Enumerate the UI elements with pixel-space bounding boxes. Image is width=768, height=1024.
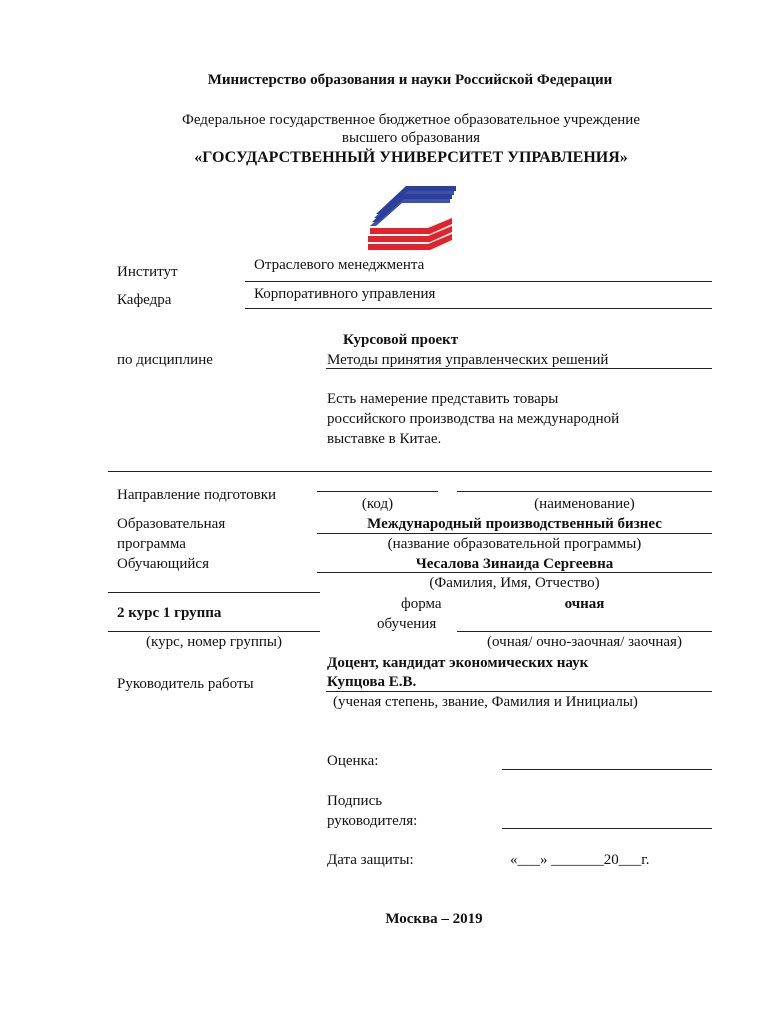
signature-line <box>502 828 712 829</box>
student-value: Чесалова Зинаида Сергеевна <box>415 556 614 572</box>
topic-line-3: выставке в Китае. <box>327 431 442 447</box>
department-label: Кафедра <box>117 292 172 308</box>
study-form-value: очная <box>564 596 605 612</box>
program-value: Международный производственный бизнес <box>367 516 662 532</box>
department-line <box>245 308 712 309</box>
supervisor-line <box>326 691 712 692</box>
topic-line-2: российского производства на международной <box>327 411 620 427</box>
study-form-line <box>457 631 712 632</box>
grade-line <box>502 769 712 770</box>
defense-date-label: Дата защиты: <box>327 852 414 868</box>
student-caption: (Фамилия, Имя, Отчество) <box>429 575 600 591</box>
course-top-line <box>108 592 320 593</box>
course-group: 2 курс 1 группа <box>117 605 222 621</box>
discipline-label: по дисциплине <box>117 352 213 368</box>
grade-label: Оценка: <box>327 753 379 769</box>
student-line <box>317 572 712 573</box>
university-logo-icon <box>366 184 458 252</box>
name-caption: (наименование) <box>534 496 635 512</box>
institute-line <box>245 281 712 282</box>
defense-date-value: «___» _______20___г. <box>510 852 650 868</box>
topic-line-1: Есть намерение представить товары <box>327 391 559 407</box>
supervisor-caption: (ученая степень, звание, Фамилия и Инициалы) <box>333 694 638 710</box>
course-line <box>108 631 320 632</box>
name-line <box>457 491 712 492</box>
study-form-label-2: обучения <box>377 616 437 632</box>
supervisor-label: Руководитель работы <box>117 676 254 692</box>
program-label-2: программа <box>117 536 186 552</box>
discipline-line <box>326 368 712 369</box>
study-form-caption: (очная/ очно-заочная/ заочная) <box>487 634 682 650</box>
code-caption: (код) <box>361 496 394 512</box>
institution-line-2: высшего образования <box>341 130 481 146</box>
university-name: «ГОСУДАРСТВЕННЫЙ УНИВЕРСИТЕТ УПРАВЛЕНИЯ» <box>194 149 628 166</box>
student-label: Обучающийся <box>117 556 209 572</box>
topic-line <box>108 471 712 472</box>
department-value: Корпоративного управления <box>254 286 436 302</box>
study-form-label-1: форма <box>401 596 442 612</box>
supervisor-line-2: Купцова Е.В. <box>327 674 417 690</box>
signature-label-1: Подпись <box>327 793 383 809</box>
code-line <box>317 491 438 492</box>
program-line <box>317 533 712 534</box>
institute-value: Отраслевого менеджмента <box>254 257 425 273</box>
program-label-1: Образовательная <box>117 516 226 532</box>
city-year: Москва – 2019 <box>385 911 483 927</box>
signature-label-2: руководителя: <box>327 813 418 829</box>
course-caption: (курс, номер группы) <box>146 634 282 650</box>
program-caption: (название образовательной программы) <box>387 536 642 552</box>
work-type: Курсовой проект <box>343 332 459 348</box>
direction-label: Направление подготовки <box>117 487 277 503</box>
institution-line-1: Федеральное государственное бюджетное образовательное учреждение <box>181 112 640 128</box>
ministry-title: Министерство образования и науки Российской Федерации <box>207 72 613 88</box>
supervisor-line-1: Доцент, кандидат экономических наук <box>327 655 589 671</box>
institute-label: Институт <box>117 264 178 280</box>
discipline-value: Методы принятия управленческих решений <box>327 352 609 368</box>
